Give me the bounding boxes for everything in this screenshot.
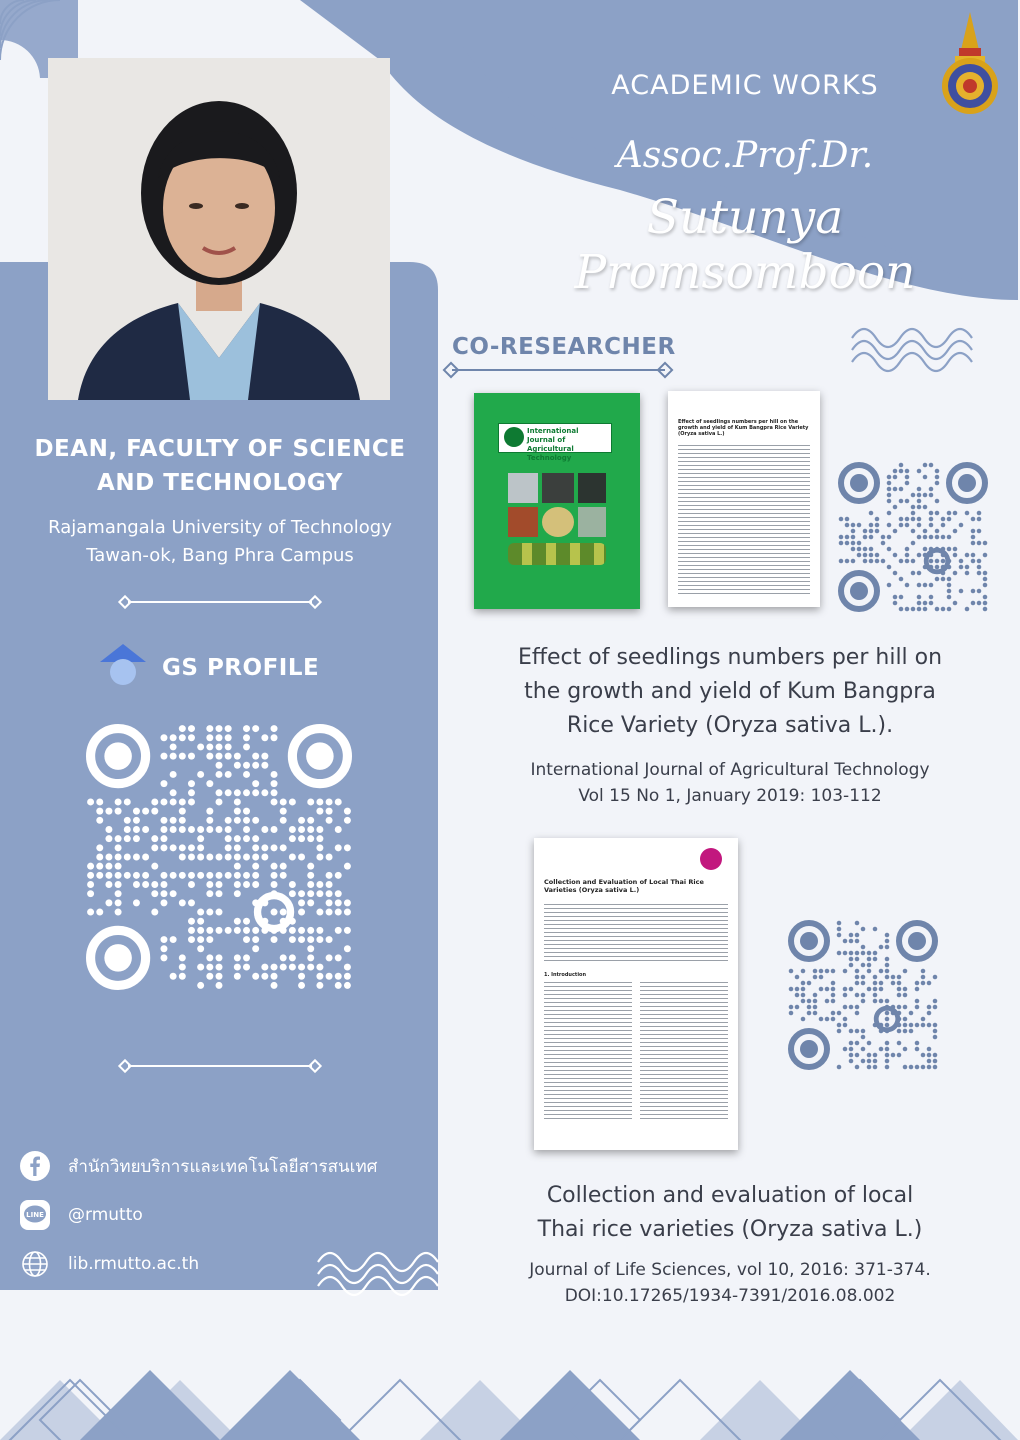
article-heading: Collection and Evaluation of Local Thai Rice Varieties (Oryza sativa L.) [544,878,704,894]
google-scholar-icon [100,644,146,688]
researcher-name: Sutunya Promsomboon [574,190,916,300]
gs-profile-label: GS PROFILE [162,655,320,681]
journal-cover [474,393,640,609]
co-researcher-label: CO-RESEARCHER [452,334,676,360]
facebook-contact[interactable] [20,1151,377,1181]
publication-2-title-line-1: Collection and evaluation of local [546,1183,914,1208]
line-icon [20,1200,50,1230]
line-id: @rmutto [68,1205,143,1225]
publication-2-title [440,1179,1020,1247]
academic-rank: Assoc.Prof.Dr. [616,135,874,176]
publication-1-source [440,757,1020,809]
publication-1-qr-code[interactable] [838,462,990,612]
divider [118,594,322,610]
publication-2-qr-code[interactable] [788,920,938,1070]
publication-2-doi: DOI:10.17265/1934-7391/2016.08.002 [564,1286,896,1306]
bottom-pattern [0,1370,1018,1440]
university-line-1: Rajamangala University of Technology [48,517,392,538]
line-badge-text: LINE [26,1211,44,1219]
website-contact[interactable] [20,1249,199,1279]
article-heading: Effect of seedlings numbers per hill on the growth and yield of Kum Bangpra Rice Variety (Oryza sativa L.) [678,419,809,437]
university-name [20,514,420,570]
gs-profile-qr-code[interactable] [86,724,352,990]
line-contact[interactable] [20,1200,143,1230]
website-url: lib.rmutto.ac.th [68,1254,200,1274]
publication-2-source [440,1257,1020,1309]
facebook-page-name: สำนักวิทยบริการและเทคโนโลยีสารสนเทศ [68,1156,378,1177]
article-section: 1. Introduction [544,972,587,978]
position-title: DEAN, FACULTY OF SCIENCE AND TECHNOLOGY [34,436,406,496]
publication-1-title-line-1: Effect of seedlings numbers per hill on [517,645,943,670]
cover-journal-title: International Journal of Agricultural Technology [498,423,612,453]
publication-1-title-line-2: the growth and yield of Kum Bangpra [524,679,936,704]
university-line-2: Tawan-ok, Bang Phra Campus [86,545,354,566]
publication-2-title-line-2: Thai rice varieties (Oryza sativa L.) [537,1217,923,1242]
article-page [668,391,820,607]
publication-1-title [440,641,1020,743]
facebook-icon [20,1151,50,1181]
globe-icon [20,1249,50,1279]
publication-1-title-line-3: Rice Variety (Oryza sativa L.). [566,713,894,738]
publication-2-journal: Journal of Life Sciences, vol 10, 2016: 371-374. [529,1260,931,1280]
profile-photo [48,58,390,400]
divider [118,1058,322,1074]
publication-1-volume: Vol 15 No 1, January 2019: 103-112 [578,786,882,806]
section-heading: ACADEMIC WORKS [611,70,879,101]
university-emblem [935,10,1005,115]
article-page [534,838,738,1150]
publication-1-journal: International Journal of Agricultural Technology [530,760,930,780]
